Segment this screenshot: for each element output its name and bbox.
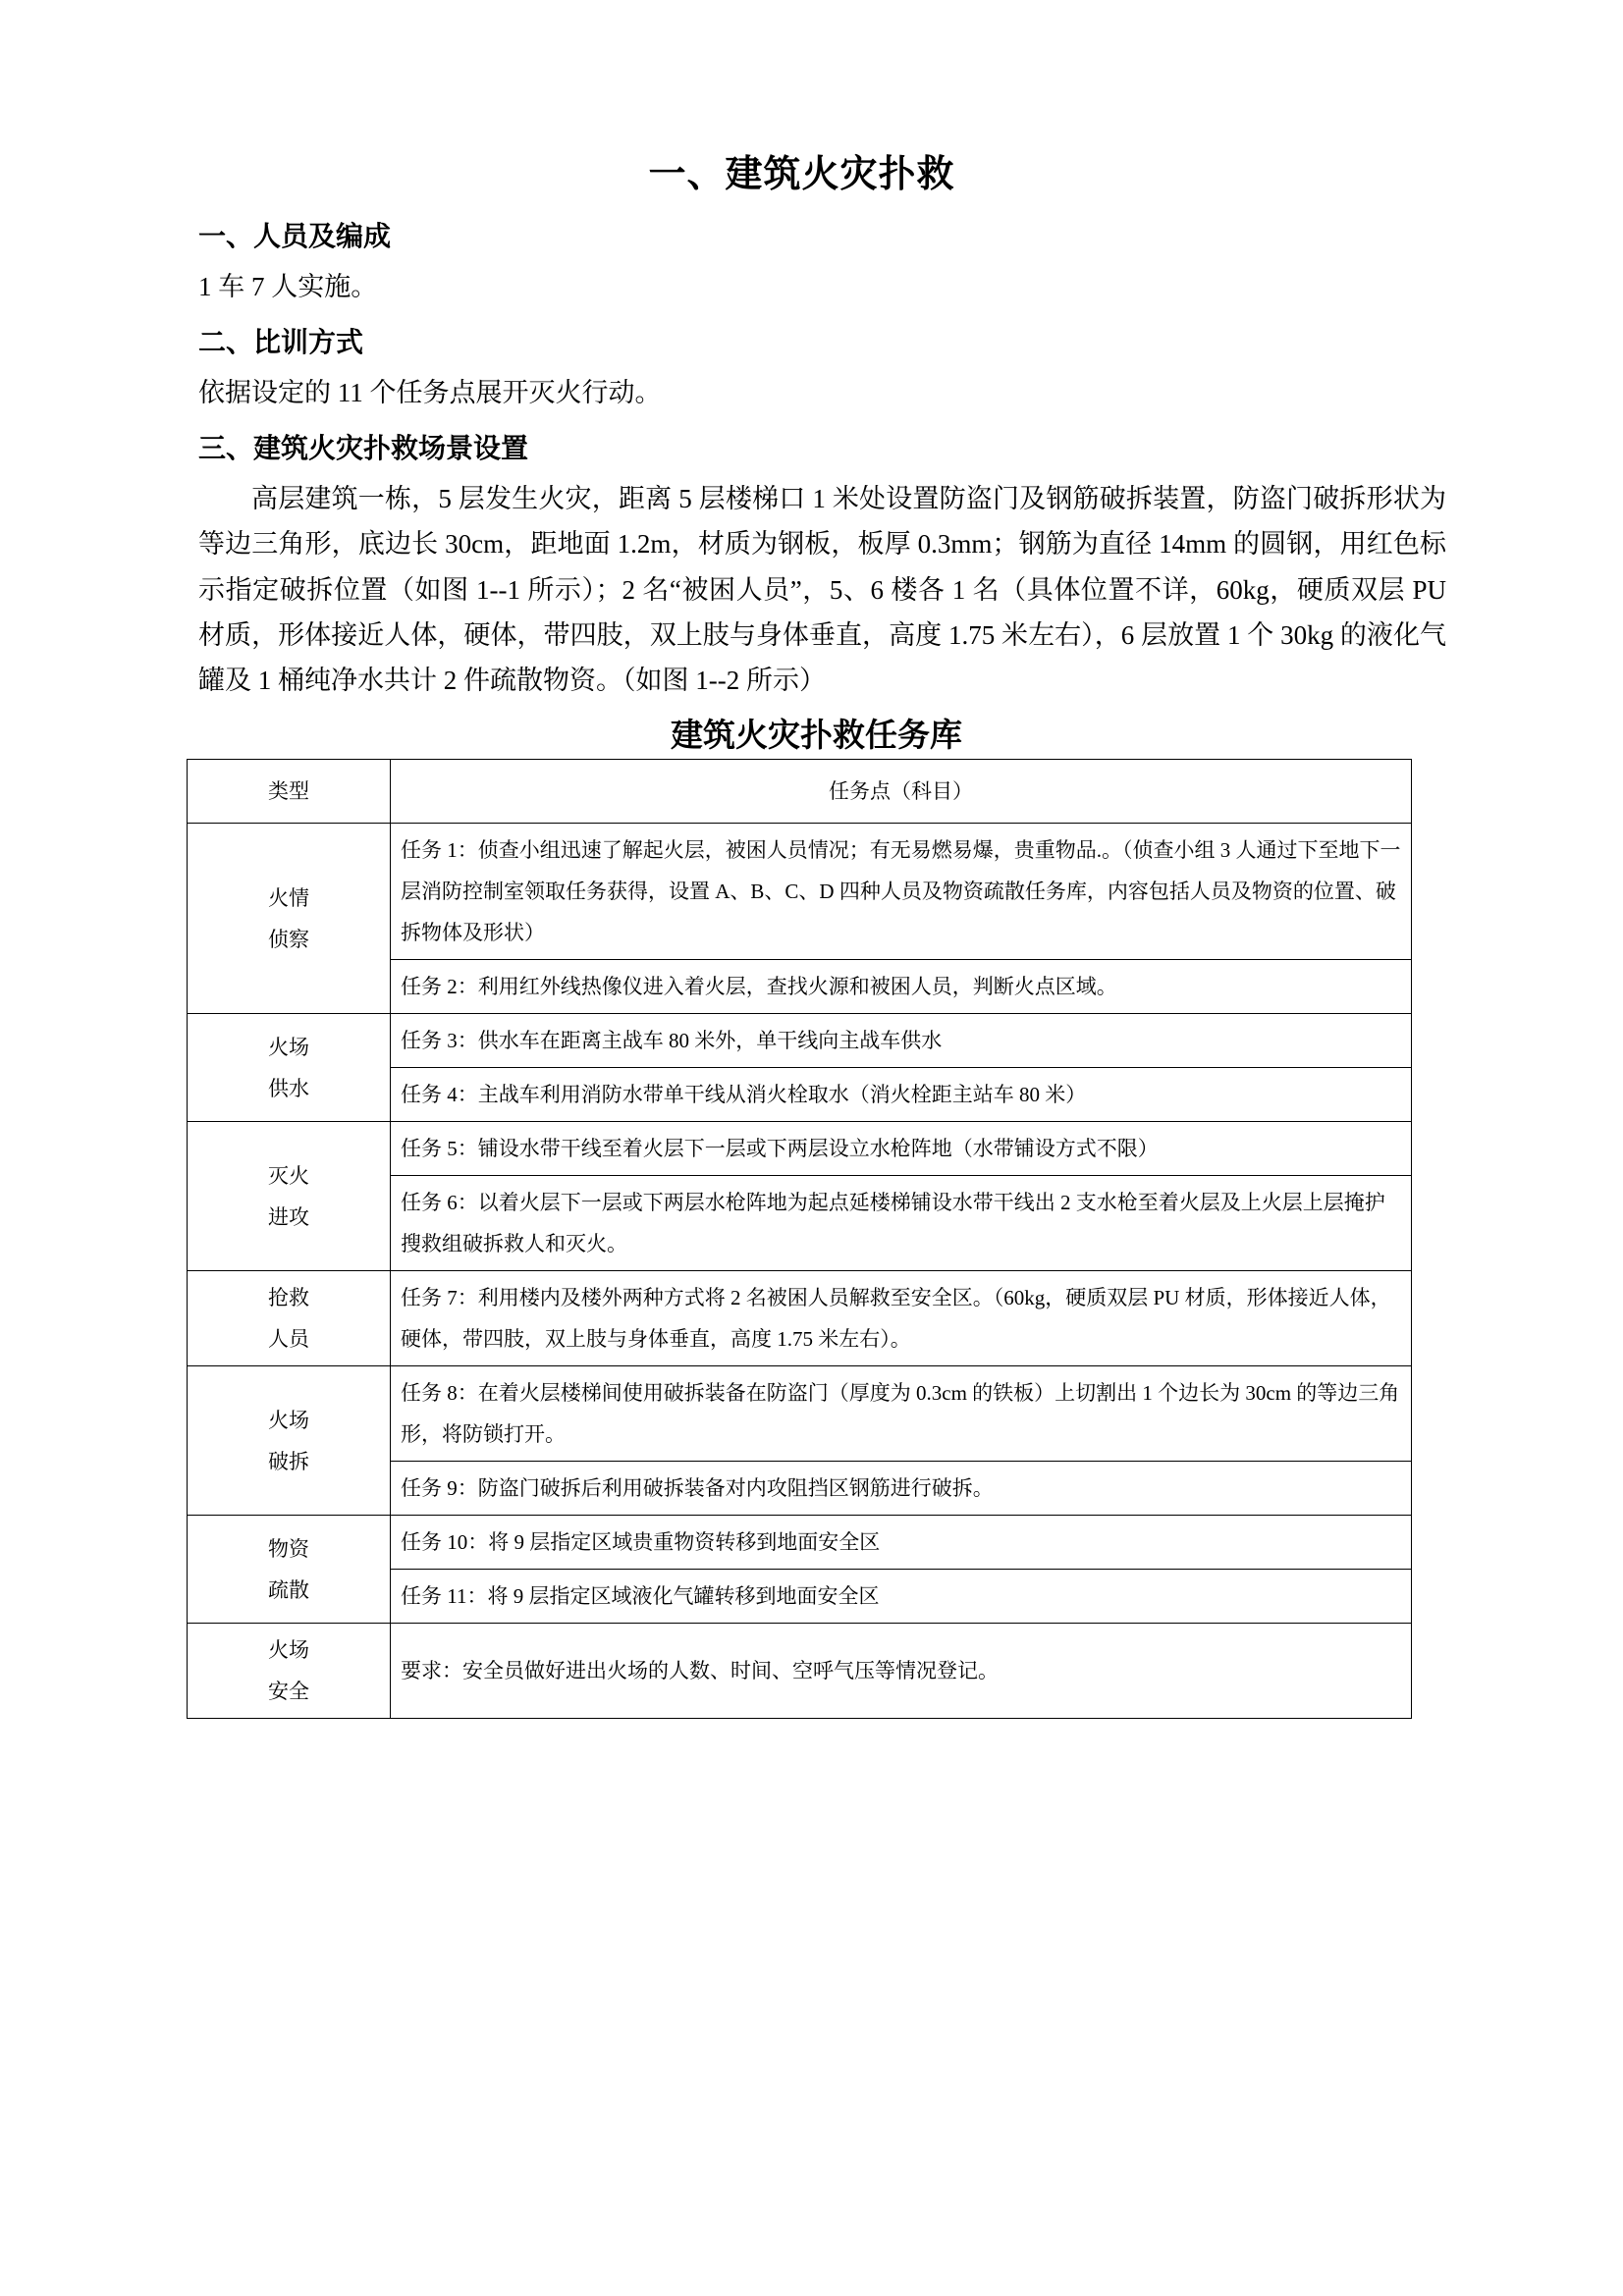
task-type-line: 火场 (268, 1035, 309, 1059)
section-body-scenario: 高层建筑一栋，5 层发生火灾，距离 5 层楼梯口 1 米处设置防盗门及钢筋破拆装置，防盗门破拆形状为等边三角形，底边长 30cm，距地面 1.2m，材质为钢板，板厚 0.3mm；钢筋为直径 14mm 的圆钢，用红色标示指定破拆位置（如图 1--1 所示）；2 名“被困人员”，5、6 楼各 1 名（具体位置不详，60kg，硬质双层 PU 材质，形体接近人体，硬体，带四肢，双上肢与身体垂直，高度 1.75 米左右），6 层放置 1 个 30kg 的液化气罐及 1 桶纯净水共计 2 件疏散物资。（如图 1--2 所示） (198, 483, 1446, 696)
task-type-line: 灭火 (268, 1163, 309, 1188)
table-row (188, 1122, 1412, 1176)
section-body-method: 依据设定的 11 个任务点展开灭火行动。 (198, 377, 662, 407)
task-type-line: 安全 (268, 1680, 309, 1704)
task-type-cell (188, 1122, 391, 1271)
task-description-cell: 任务 1：侦查小组迅速了解起火层，被困人员情况；有无易燃易爆，贵重物品.。（侦查小组 3 人通过下至地下一层消防控制室领取任务获得，设置 A、B、C、D 四种人员及物资疏散任务库，内容包括人员及物资的位置、破拆物体及形状） (391, 824, 1412, 960)
section-body-personnel: 1 车 7 人实施。 (198, 271, 378, 301)
task-type-line: 火场 (268, 1408, 309, 1432)
section-heading-method: 二、比训方式 (198, 327, 364, 358)
task-type-line: 破拆 (268, 1449, 309, 1473)
column-header-task: 任务点（科目） (391, 760, 1412, 824)
task-type-cell (188, 824, 391, 1014)
task-description-cell: 要求：安全员做好进出火场的人数、时间、空呼气压等情况登记。 (391, 1624, 1412, 1719)
column-header-type: 类型 (188, 760, 391, 824)
table-row (188, 1366, 1412, 1462)
table-row (188, 1271, 1412, 1366)
task-description-cell: 任务 2：利用红外线热像仪进入着火层，查找火源和被困人员，判断火点区域。 (391, 960, 1412, 1014)
task-type-cell (188, 1516, 391, 1624)
task-type-cell (188, 1271, 391, 1366)
table-header-row (188, 760, 1412, 824)
task-table-body (188, 760, 1412, 1719)
task-description-cell: 任务 4：主战车利用消防水带单干线从消火栓取水（消火栓距主站车 80 米） (391, 1068, 1412, 1122)
task-type-line: 火场 (268, 1638, 309, 1663)
task-type-cell (188, 1624, 391, 1719)
task-description-cell: 任务 6：以着火层下一层或下两层水枪阵地为起点延楼梯铺设水带干线出 2 支水枪至着火层及上火层上层掩护搜救组破拆救人和灭火。 (391, 1176, 1412, 1271)
task-description-cell: 任务 3：供水车在距离主战车 80 米外，单干线向主战车供水 (391, 1014, 1412, 1068)
task-type-line: 抢救 (268, 1286, 309, 1310)
section-heading-personnel: 一、人员及编成 (198, 221, 392, 251)
table-row (188, 1516, 1412, 1570)
table-title: 建筑火灾扑救任务库 (671, 716, 962, 753)
task-type-cell (188, 1366, 391, 1516)
task-type-cell (188, 1014, 391, 1122)
task-type-line: 火情 (268, 885, 309, 910)
table-row (188, 824, 1412, 960)
task-type-line: 物资 (268, 1536, 309, 1561)
task-description-cell: 任务 11：将 9 层指定区域液化气罐转移到地面安全区 (391, 1570, 1412, 1624)
table-row (188, 1624, 1412, 1719)
task-type-line: 疏散 (268, 1577, 309, 1602)
table-row (188, 1014, 1412, 1068)
page-title: 一、建筑火灾扑救 (648, 154, 955, 195)
section-heading-scenario: 三、建筑火灾扑救场景设置 (198, 433, 529, 464)
task-type-line: 进攻 (268, 1204, 309, 1229)
task-library-table (187, 759, 1412, 1719)
task-description-cell: 任务 9：防盗门破拆后利用破拆装备对内攻阻挡区钢筋进行破拆。 (391, 1462, 1412, 1516)
task-description-cell: 任务 8：在着火层楼梯间使用破拆装备在防盗门（厚度为 0.3cm 的铁板）上切割出 1 个边长为 30cm 的等边三角形，将防锁打开。 (391, 1366, 1412, 1462)
task-type-line: 供水 (268, 1076, 309, 1100)
task-description-cell: 任务 7：利用楼内及楼外两种方式将 2 名被困人员解救至安全区。（60kg，硬质双层 PU 材质，形体接近人体，硬体，带四肢，双上肢与身体垂直，高度 1.75 米左右）。 (391, 1271, 1412, 1366)
task-description-cell: 任务 5：铺设水带干线至着火层下一层或下两层设立水枪阵地（水带铺设方式不限） (391, 1122, 1412, 1176)
task-type-line: 人员 (268, 1327, 309, 1352)
task-description-cell: 任务 10：将 9 层指定区域贵重物资转移到地面安全区 (391, 1516, 1412, 1570)
task-type-line: 侦察 (268, 927, 309, 951)
